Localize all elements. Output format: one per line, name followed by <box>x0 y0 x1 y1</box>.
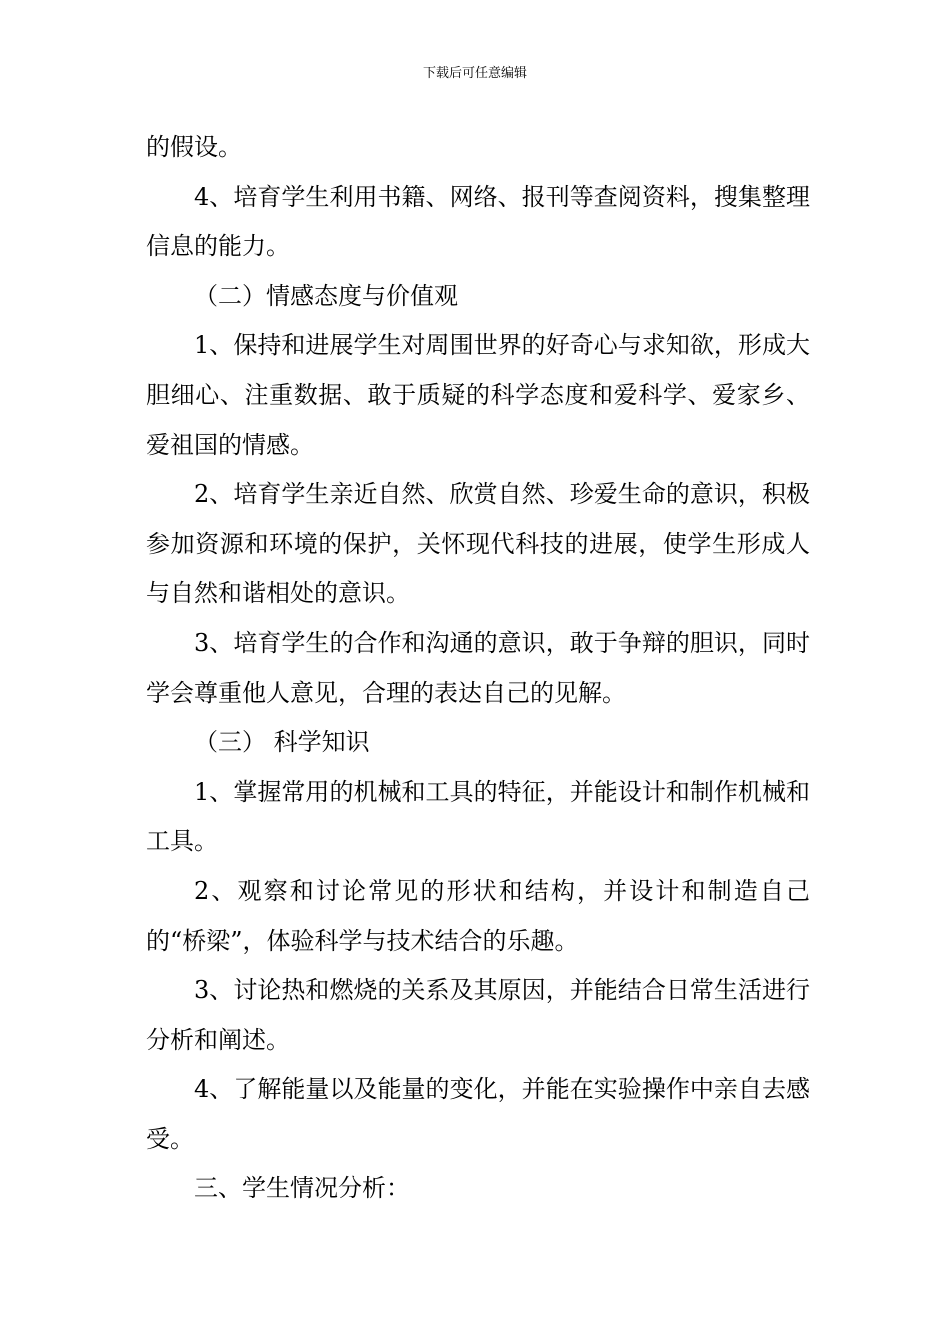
section-heading-emotion-attitude: （二）情感态度与价值观 <box>194 281 458 310</box>
section-heading-student-analysis: 三、学生情况分析： <box>194 1174 410 1203</box>
paragraph-item-4-energy: 4、了解能量以及能量的变化，并能在实验操作中亲自去感受。 <box>146 1075 810 1153</box>
document-body <box>146 123 810 1214</box>
section-heading-science-knowledge: （三） 科学知识 <box>194 728 370 757</box>
page-header-note: 下载后可任意编辑 <box>422 66 527 81</box>
paragraph-item-2-nature: 2、培育学生亲近自然、欣赏自然、珍爱生命的意识，积极参加资源和环境的保护，关怀现代科技的进展，使学生形成人与自然和谐相处的意识。 <box>146 480 810 608</box>
paragraph-item-1-curiosity: 1、保持和进展学生对周围世界的好奇心与求知欲，形成大胆细心、注重数据、敢于质疑的科学态度和爱科学、爱家乡、爱祖国的情感。 <box>146 331 810 459</box>
paragraph-item-3-heat: 3、讨论热和燃烧的关系及其原因，并能结合日常生活进行分析和阐述。 <box>146 976 810 1054</box>
paragraph-item-3-cooperation: 3、培育学生的合作和沟通的意识，敢于争辩的胆识，同时学会尊重他人意见，合理的表达自己的见解。 <box>146 628 810 707</box>
paragraph-item-2-structures: 2、观察和讨论常见的形状和结构，并设计和制造自己的“桥梁”，体验科学与技术结合的乐趣。 <box>146 876 810 955</box>
paragraph-continuation: 的假设。 <box>146 133 242 161</box>
paragraph-item-4-info-skills: 4、培育学生利用书籍、网络、报刊等查阅资料，搜集整理信息的能力。 <box>146 182 810 261</box>
paragraph-item-1-machines: 1、掌握常用的机械和工具的特征，并能设计和制作机械和工具。 <box>146 777 810 856</box>
